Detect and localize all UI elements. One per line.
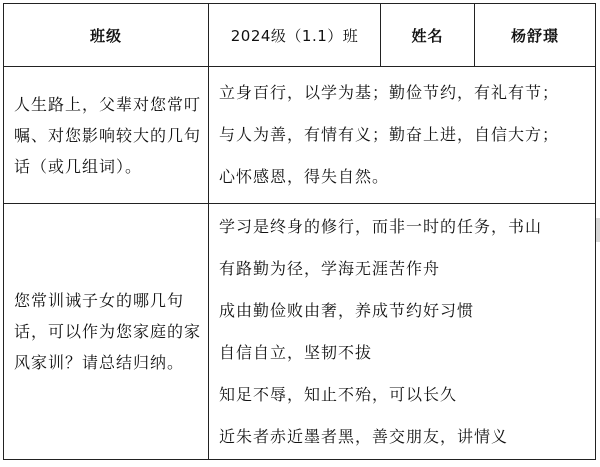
answer-line: 学习是终身的修行，而非一时的任务，书山 [219, 216, 543, 236]
class-value: 2024级（1.1）班 [209, 4, 381, 67]
answer-line: 自信自立，坚韧不拔 [219, 342, 373, 362]
answer-line: 立身百行，以学为基；勤俭节约，有礼有节； [219, 83, 560, 102]
answer-line: 与人为善，有情有义；勤奋上进，自信大方； [219, 125, 560, 144]
family-motto-row [4, 204, 596, 460]
answer-line: 近朱者赤近墨者黑，善交朋友，讲情义 [219, 426, 509, 446]
family-motto-answer [209, 204, 596, 460]
header-row [4, 4, 596, 67]
elder-sayings-answer [209, 67, 596, 204]
answer-line: 心怀感恩，得失自然。 [219, 167, 390, 186]
elder-sayings-row [4, 67, 596, 204]
answer-line: 有路勤为径，学海无涯苦作舟 [219, 258, 441, 278]
name-value: 杨舒璟 [475, 4, 596, 67]
scrollbar-thumb[interactable] [596, 218, 600, 242]
family-motto-prompt: 您常训诫子女的哪几句话，可以作为您家庭的家风家训？请总结归纳。 [4, 204, 209, 460]
name-label: 姓名 [381, 4, 475, 67]
form-table [3, 3, 596, 460]
class-label: 班级 [4, 4, 209, 67]
answer-line: 知足不辱，知止不殆，可以长久 [219, 384, 458, 404]
answer-line: 成由勤俭败由奢，养成节约好习惯 [219, 300, 475, 320]
elder-sayings-prompt: 人生路上，父辈对您常叮嘱、对您影响较大的几句话（或几组词）。 [4, 67, 209, 204]
